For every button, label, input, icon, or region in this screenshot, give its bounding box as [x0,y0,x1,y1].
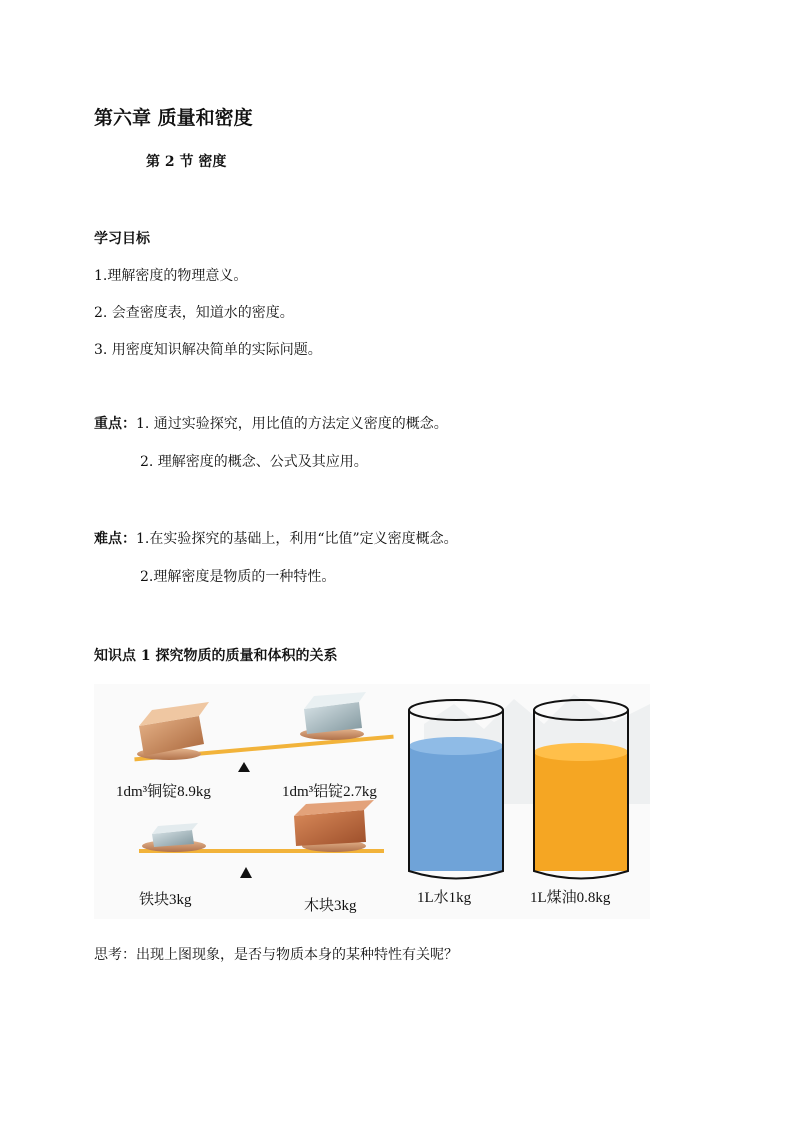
top-fulcrum [238,762,250,772]
goals-heading: 学习目标 [94,231,150,247]
kerosene-label: 1L煤油0.8kg [530,890,611,906]
aluminum-label: 1dm³铝锭2.7kg [282,784,377,800]
kerosene-liquid [534,752,628,871]
water-label: 1L水1kg [417,890,472,906]
difficulty-item-1: 1.在实验探究的基础上，利用“比值”定义密度概念。 [136,531,458,547]
key-point-item-1: 1. 通过实验探究，用比值的方法定义密度的概念。 [136,416,448,432]
chapter-title: 第六章 质量和密度 [94,107,253,129]
mass-volume-figure [94,684,650,919]
goal-item-2: 2. 会查密度表，知道水的密度。 [94,305,294,321]
water-liquid [409,746,503,871]
section-title: 第 2 节 密度 [146,154,227,170]
copper-label: 1dm³铜锭8.9kg [116,784,211,800]
key-points-row-1 [94,413,448,433]
goal-item-3: 3. 用密度知识解决简单的实际问题。 [94,342,322,358]
difficulties-row-1 [94,528,458,548]
key-points-label: 重点： [94,416,136,432]
knowledge-point-heading: 知识点 1 探究物质的质量和体积的关系 [94,648,338,664]
kerosene-surface [534,743,628,761]
bottom-fulcrum [240,867,252,878]
wood-block [294,810,366,846]
key-point-item-2: 2. 理解密度的概念、公式及其应用。 [140,454,368,470]
water-surface [409,737,503,755]
wood-label: 木块3kg [304,898,357,914]
think-question: 思考：出现上图现象，是否与物质本身的某种特性有关呢？ [94,947,458,963]
iron-label: 铁块3kg [139,892,192,908]
difficulty-item-2: 2.理解密度是物质的一种特性。 [140,569,336,585]
figure-illustration [94,684,650,919]
goal-item-1: 1.理解密度的物理意义。 [94,268,248,284]
difficulties-label: 难点： [94,531,136,547]
